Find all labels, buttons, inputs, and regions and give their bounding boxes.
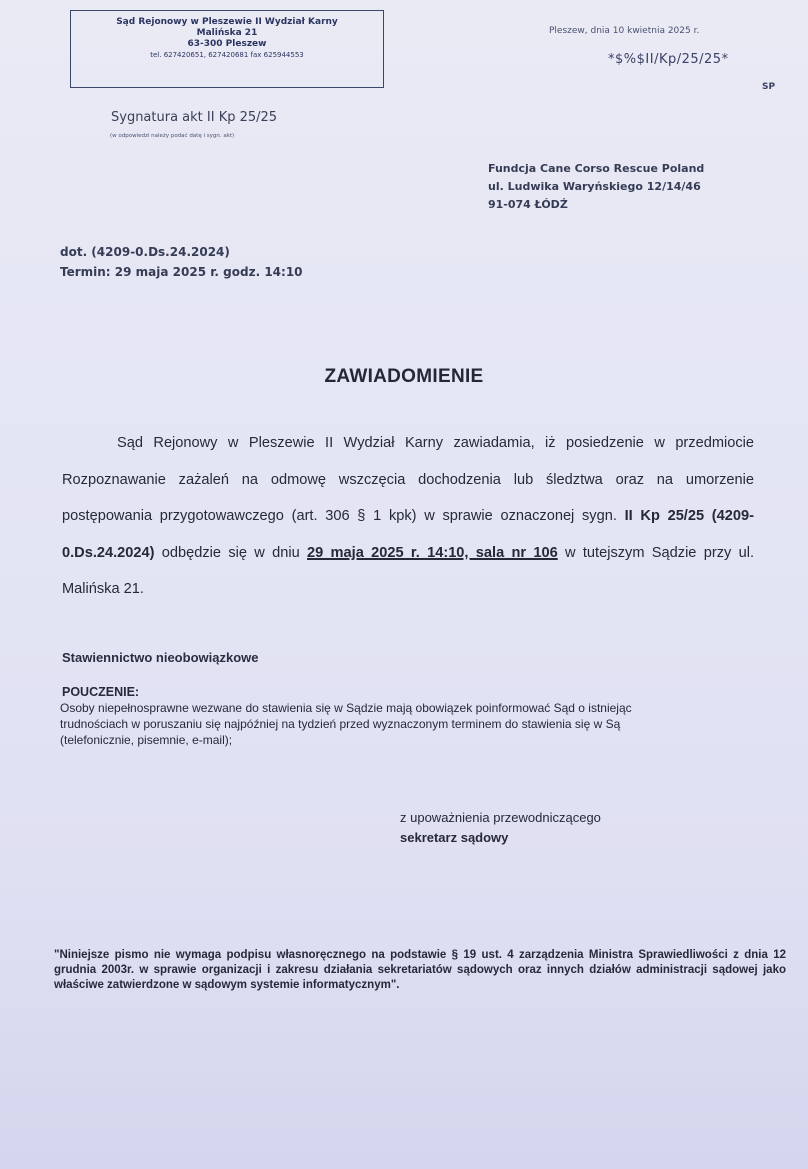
reference-block bbox=[60, 242, 303, 282]
recipient-name: Fundcja Cane Corso Rescue Poland bbox=[488, 162, 705, 175]
legal-footer-note: "Niniejsze pismo nie wymaga podpisu własnoręcznego na podstawie § 19 ust. 4 zarządzenia Ministra Sprawiedliwości z dnia 12 grudnia 2003r. w sprawie organizacji i zakresu działania sekretariatów sądowych oraz innych działów administracji sądowej jako właściwe zatwierdzone w sądowym systemie informatycznym". bbox=[54, 949, 786, 991]
instruction-line-2: trudnościach w poruszaniu się najpóźniej na tydzień przed wyznaczonym terminem do stawienia się w Są bbox=[60, 717, 621, 731]
case-signature-note: (w odpowiedzi należy podać datę i sygn. akt) bbox=[110, 133, 235, 139]
notice-body bbox=[62, 425, 754, 608]
instruction-text bbox=[60, 700, 808, 748]
recipient-city: 91-074 ŁÓDŹ bbox=[488, 198, 568, 211]
court-stamp bbox=[70, 10, 384, 88]
document-title: ZAWIADOMIENIE bbox=[324, 366, 484, 387]
hearing-date: Termin: 29 maja 2025 r. godz. 14:10 bbox=[60, 265, 303, 279]
court-stamp-street: Malińska 21 bbox=[196, 28, 258, 38]
notice-case-signature: II Kp 25/25 (4209-0.Ds.24.2024) bbox=[62, 508, 754, 561]
sp-mark: SP bbox=[762, 82, 776, 92]
reference-number: dot. (4209-0.Ds.24.2024) bbox=[60, 245, 230, 259]
instruction-label: POUCZENIE: bbox=[62, 685, 140, 699]
recipient-address bbox=[488, 160, 704, 214]
notice-body-part1: Sąd Rejonowy w Pleszewie II Wydział Karny zawiadamia, iż posiedzenie w przedmiocie Rozpoznawanie zażaleń na odmowę wszczęcia dochodzenia lub śledztwa oraz na umorzenie postępowania przygotowawczego (art. 306 § 1 kpk) w sprawie oznaczonej sygn. bbox=[62, 435, 754, 524]
case-signature: Sygnatura akt II Kp 25/25 bbox=[111, 110, 278, 125]
reference-code: *$%$II/Kp/25/25* bbox=[608, 52, 729, 67]
court-stamp-city: 63-300 Pleszew bbox=[187, 39, 267, 49]
court-stamp-phone: tel. 627420651, 627420681 fax 625944553 bbox=[150, 51, 304, 59]
instruction-line-3: (telefonicznie, pisemnie, e-mail); bbox=[60, 733, 233, 747]
place-date: Pleszew, dnia 10 kwietnia 2025 r. bbox=[549, 26, 700, 36]
authorization-line: z upoważnienia przewodniczącego bbox=[400, 810, 601, 825]
notice-body-part2: odbędzie się w dniu bbox=[154, 544, 308, 561]
signatory-title: sekretarz sądowy bbox=[400, 830, 509, 845]
instruction-line-1: Osoby niepełnosprawne wezwane do stawienia się w Sądzie mają obowiązek poinformować Sąd o istniejąc bbox=[60, 701, 632, 715]
recipient-street: ul. Ludwika Waryńskiego 12/14/46 bbox=[488, 180, 701, 193]
court-stamp-name: Sąd Rejonowy w Pleszewie II Wydział Karny bbox=[116, 17, 338, 27]
notice-body-part3: w tutejszym Sądzie przy ul. Malińska 21. bbox=[62, 544, 755, 597]
attendance-note: Stawiennictwo nieobowiązkowe bbox=[62, 650, 259, 665]
notice-hearing-date-room: 29 maja 2025 r. 14:10, sala nr 106 bbox=[307, 544, 558, 561]
